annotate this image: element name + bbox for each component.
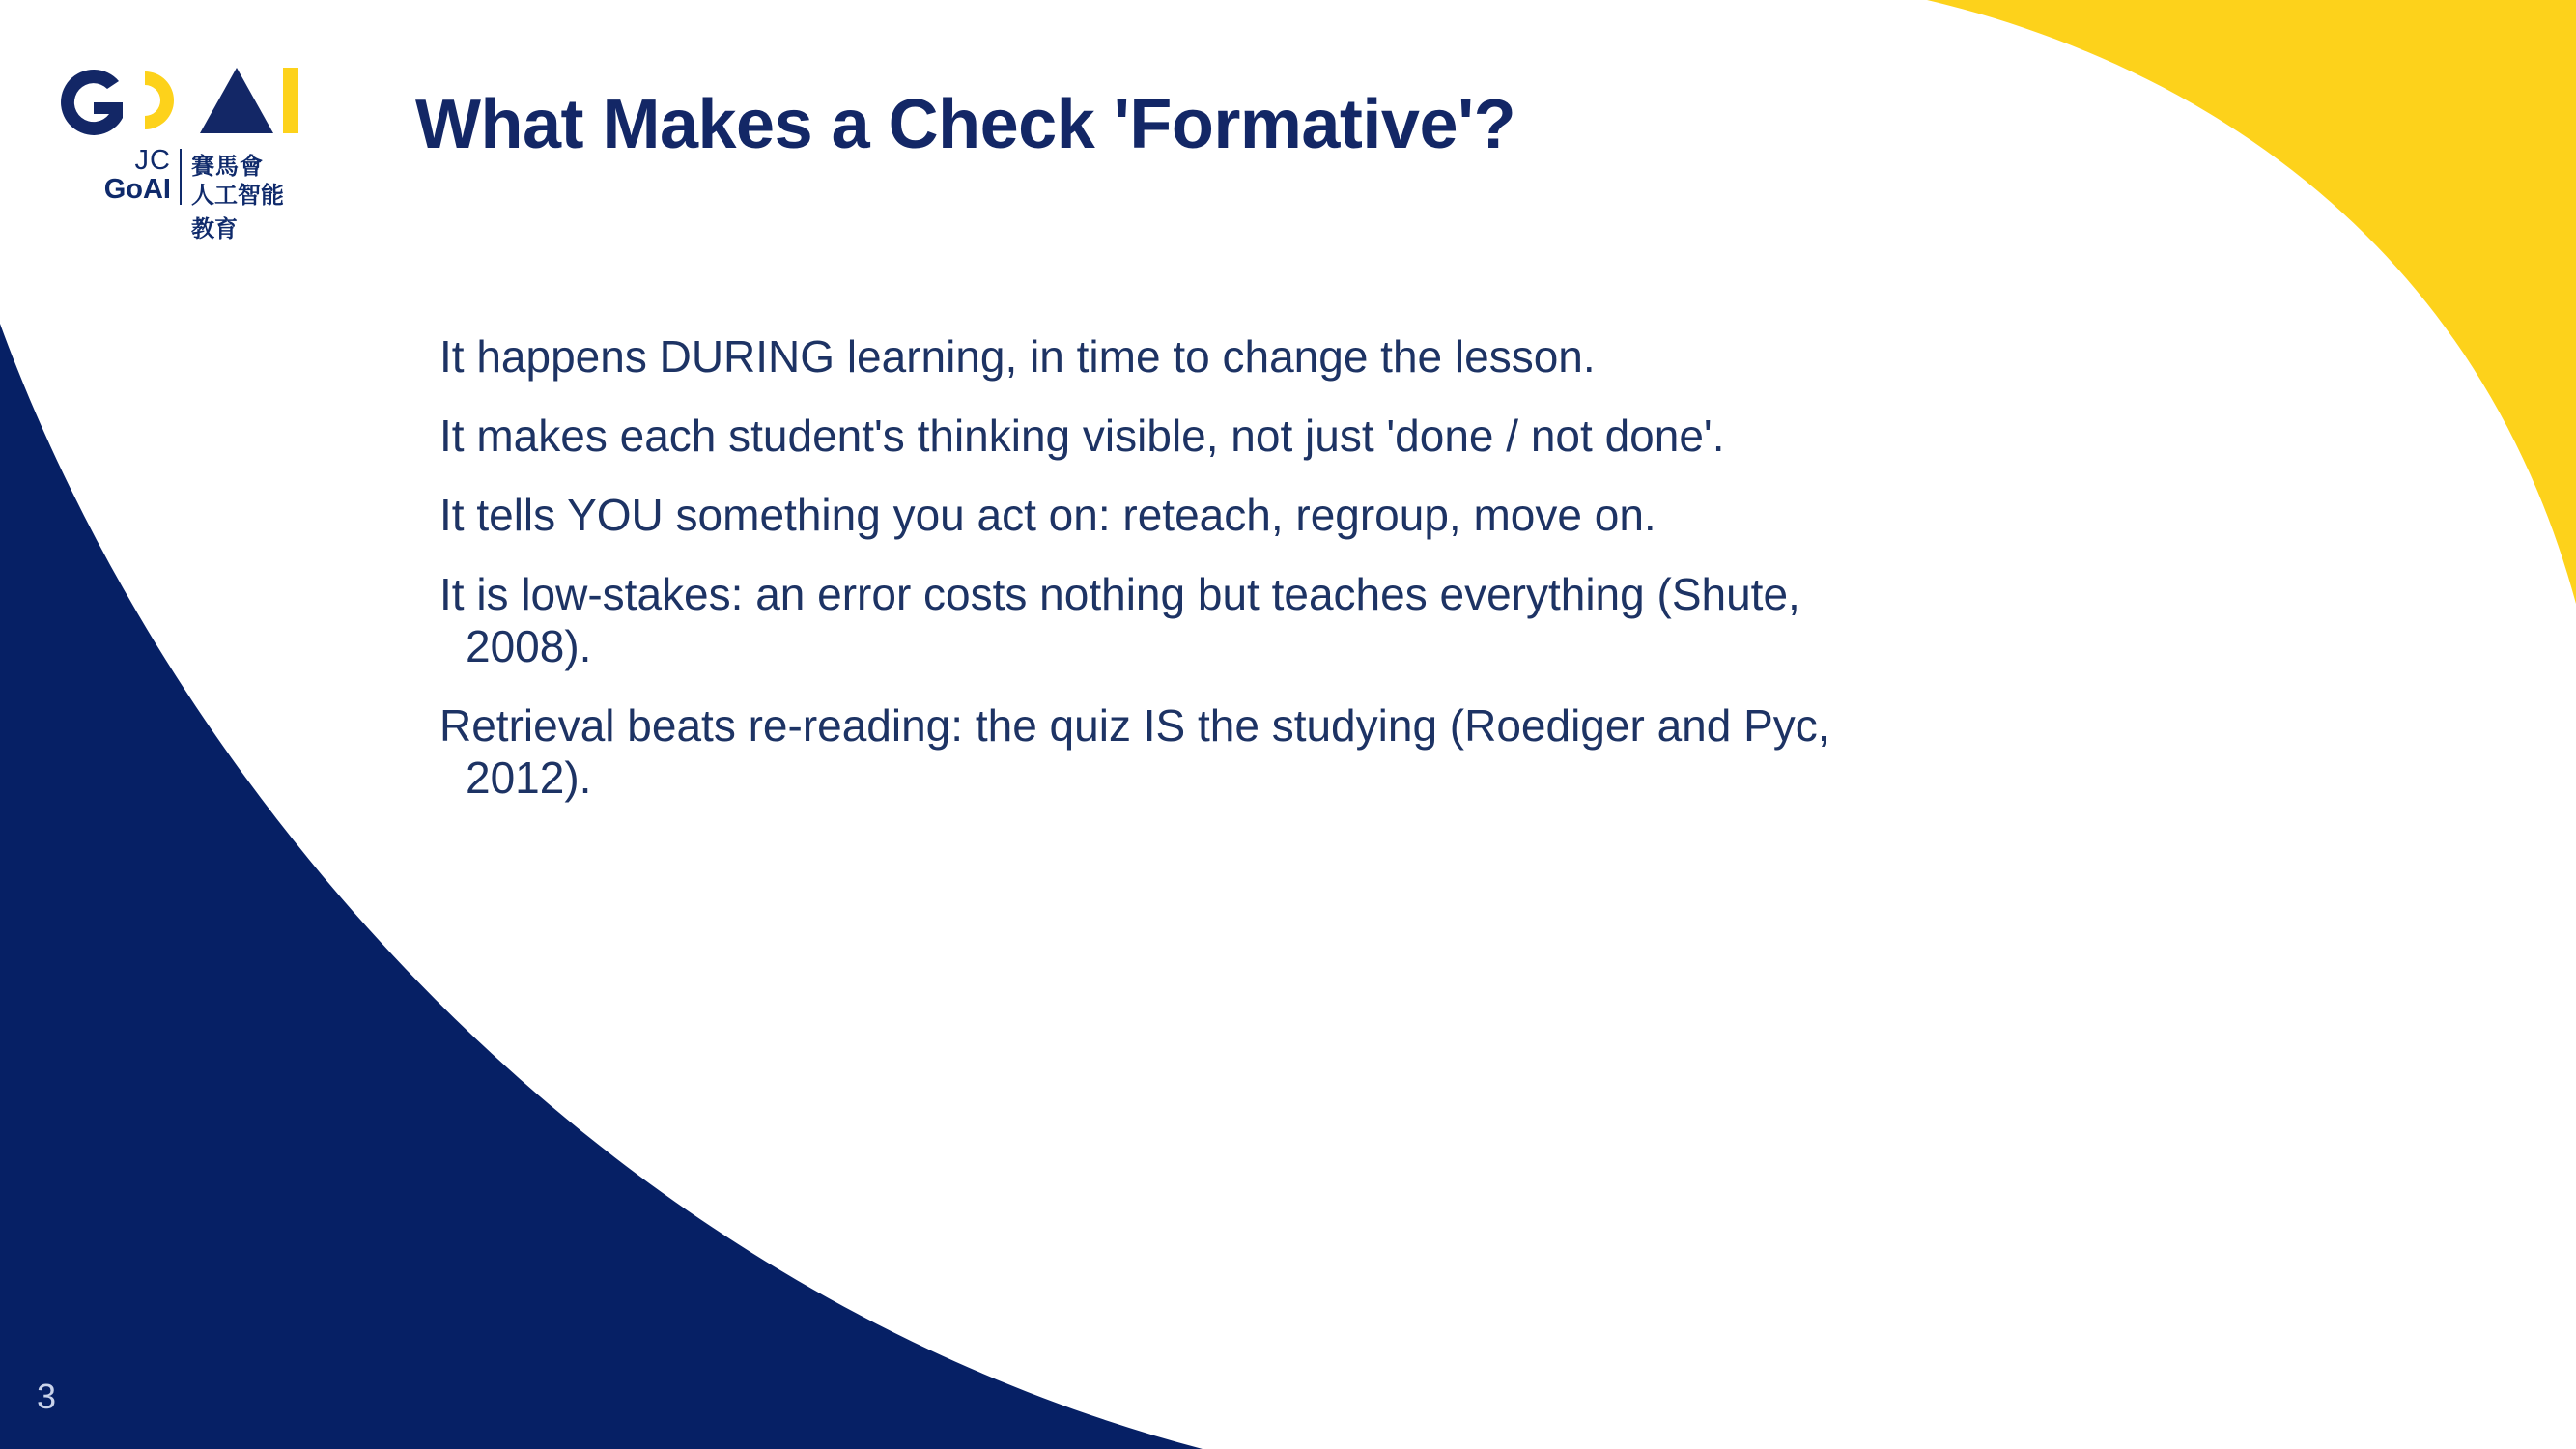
logo-letter-i xyxy=(283,68,298,133)
bullet-item: It happens DURING learning, in time to change the lesson. xyxy=(439,331,1596,382)
bullet-item: Retrieval beats re-reading: the quiz IS the studying (Roediger and Pyc, 2012). xyxy=(439,700,1830,803)
bullet-item: It makes each student's thinking visible, not just 'done / not done'. xyxy=(439,411,1725,461)
bullet-list xyxy=(439,330,1927,831)
bullet-item: It tells YOU something you act on: reteach, regroup, move on. xyxy=(439,490,1656,540)
logo-chinese-line-1: 賽馬會 xyxy=(191,154,264,180)
logo-letter-g xyxy=(61,70,123,135)
logo-goai-text: GoAI xyxy=(103,174,171,205)
yellow-corner-shape xyxy=(1927,0,2576,604)
slide-title: What Makes a Check 'Formative'? xyxy=(415,86,1516,163)
page-number: 3 xyxy=(37,1377,57,1416)
logo-divider xyxy=(180,149,182,205)
logo-letter-o xyxy=(145,71,174,129)
bullet-item: It is low-stakes: an error costs nothing but teaches everything (Shute, 2008). xyxy=(439,569,1800,671)
goai-logo xyxy=(53,60,304,242)
logo-letter-a xyxy=(200,68,273,133)
logo-jc-text: JC xyxy=(134,145,171,176)
logo-chinese-line-2: 人工智能教育 xyxy=(191,183,284,242)
goai-wordmark-graphic xyxy=(53,60,304,147)
